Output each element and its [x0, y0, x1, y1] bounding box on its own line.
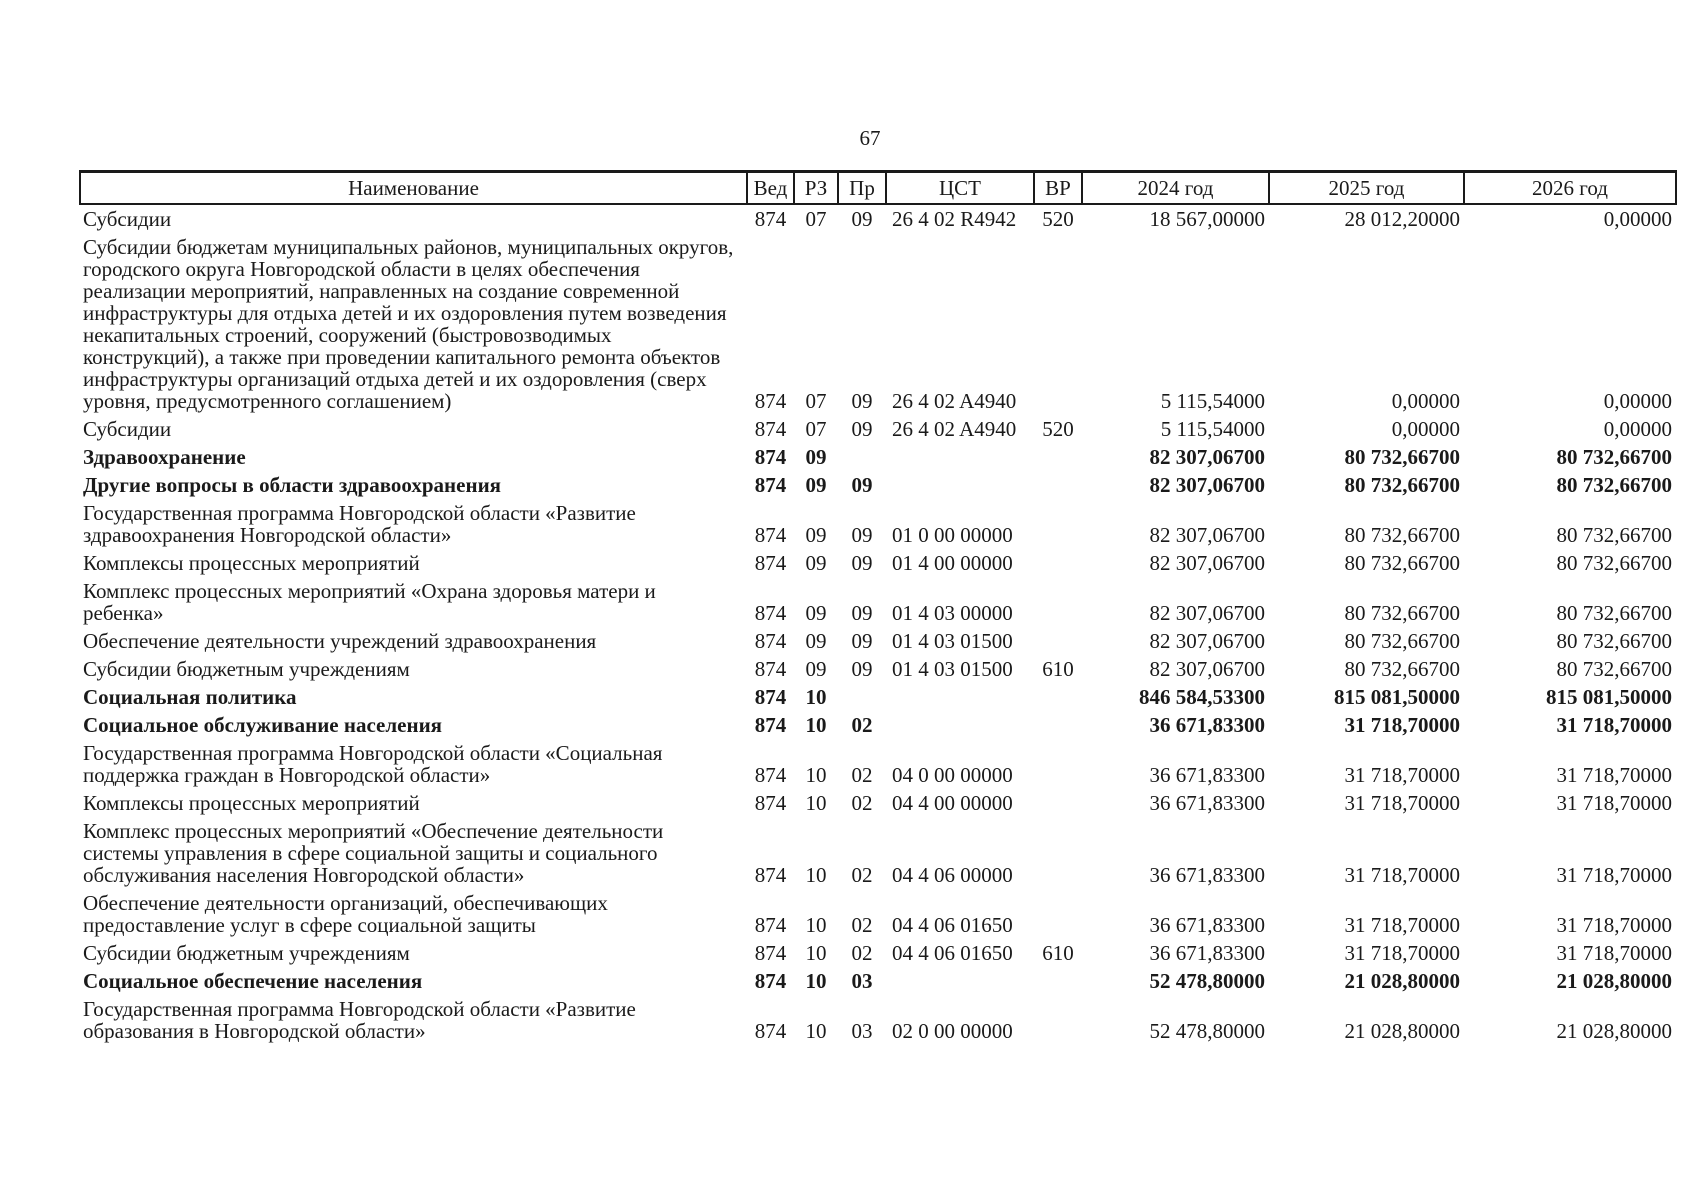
cell-2026: 31 718,70000 [1556, 791, 1672, 815]
table-row [80, 499, 1676, 549]
cell-2026: 31 718,70000 [1556, 941, 1672, 965]
cell-vr [1034, 549, 1082, 577]
cell-pr: 09 [851, 601, 873, 625]
cell-2025: 31 718,70000 [1344, 913, 1460, 937]
header-2024: 2024 год [1082, 172, 1269, 205]
cell-name: Государственная программа Новгородской области «Развитие здравоохранения Новгородской области» [83, 501, 636, 547]
cell-2024: 52 478,80000 [1149, 1019, 1265, 1043]
table-row [80, 817, 1676, 889]
cell-ved: 874 [754, 601, 787, 625]
cell-2026: 0,00000 [1603, 207, 1672, 231]
cell-rz: 09 [805, 445, 827, 469]
cell-2026: 80 732,66700 [1556, 601, 1672, 625]
cell-cst: 01 4 03 01500 [892, 629, 1013, 653]
cell-2025: 80 732,66700 [1344, 657, 1460, 681]
cell-cst [886, 471, 1034, 499]
cell-2024: 82 307,06700 [1149, 657, 1265, 681]
table-row [80, 471, 1676, 499]
cell-2025: 31 718,70000 [1344, 941, 1460, 965]
cell-name: Здравоохранение [83, 445, 246, 469]
budget-table [79, 170, 1677, 1045]
cell-cst: 26 4 02 R4942 [892, 207, 1017, 231]
cell-2025: 80 732,66700 [1344, 601, 1460, 625]
cell-2025: 80 732,66700 [1344, 551, 1460, 575]
cell-cst: 26 4 02 A4940 [892, 417, 1017, 441]
cell-vr [1034, 683, 1082, 711]
cell-name: Государственная программа Новгородской области «Социальная поддержка граждан в Новгородской области» [83, 741, 663, 787]
cell-vr [1034, 995, 1082, 1045]
cell-rz: 09 [805, 601, 827, 625]
cell-2026: 21 028,80000 [1556, 1019, 1672, 1043]
cell-ved: 874 [754, 417, 787, 441]
cell-rz: 07 [805, 417, 827, 441]
cell-cst: 04 0 00 00000 [892, 763, 1013, 787]
cell-ved: 874 [754, 713, 787, 737]
table-row [80, 415, 1676, 443]
cell-rz: 10 [805, 913, 827, 937]
cell-rz: 09 [805, 523, 827, 547]
cell-2024: 82 307,06700 [1149, 523, 1265, 547]
cell-2026: 31 718,70000 [1556, 863, 1672, 887]
cell-ved: 874 [754, 913, 787, 937]
cell-cst: 04 4 06 01650 [892, 941, 1013, 965]
cell-ved: 874 [754, 791, 787, 815]
cell-cst [886, 711, 1034, 739]
cell-pr: 02 [851, 713, 873, 737]
cell-rz: 10 [805, 969, 827, 993]
cell-2024: 846 584,53300 [1139, 685, 1265, 709]
cell-2025: 31 718,70000 [1344, 763, 1460, 787]
cell-2024: 36 671,83300 [1149, 713, 1265, 737]
table-row [80, 233, 1676, 415]
cell-pr [838, 683, 886, 711]
table-row [80, 739, 1676, 789]
cell-2026: 80 732,66700 [1556, 523, 1672, 547]
cell-cst: 04 4 06 01650 [892, 913, 1013, 937]
cell-name: Субсидии бюджетным учреждениям [83, 657, 410, 681]
cell-vr [1034, 233, 1082, 415]
cell-pr: 02 [851, 763, 873, 787]
cell-name: Субсидии бюджетам муниципальных районов, муниципальных округов, городского округа Новгородской области в целях обеспечения реализации мероприятий, направленных на создание современной инфраструктуры для отдыха детей и их оздоровления путем возведения некапитальных строений, сооружений (быстровозводимых конструкций), а также при проведении капитального ремонта объектов инфраструктуры организаций отдыха детей и их оздоровления (сверх уровня, предусмотренного соглашением) [83, 235, 734, 413]
cell-2026: 31 718,70000 [1556, 913, 1672, 937]
cell-2024: 5 115,54000 [1160, 417, 1265, 441]
cell-ved: 874 [754, 207, 787, 231]
cell-cst: 26 4 02 A4940 [892, 389, 1017, 413]
cell-name: Комплексы процессных мероприятий [83, 551, 420, 575]
cell-rz: 10 [805, 1019, 827, 1043]
cell-cst: 04 4 00 00000 [892, 791, 1013, 815]
cell-ved: 874 [754, 629, 787, 653]
cell-ved: 874 [754, 1019, 787, 1043]
cell-vr [1034, 577, 1082, 627]
cell-pr: 09 [851, 523, 873, 547]
cell-2025: 0,00000 [1391, 417, 1460, 441]
header-2025: 2025 год [1269, 172, 1464, 205]
cell-cst: 01 4 00 00000 [892, 551, 1013, 575]
cell-pr: 09 [851, 473, 873, 497]
cell-pr: 09 [851, 207, 873, 231]
cell-vr: 520 [1042, 207, 1074, 231]
cell-pr: 09 [851, 657, 873, 681]
cell-2024: 36 671,83300 [1149, 941, 1265, 965]
cell-cst: 01 0 00 00000 [892, 523, 1013, 547]
cell-2026: 80 732,66700 [1556, 551, 1672, 575]
cell-2024: 82 307,06700 [1149, 473, 1265, 497]
cell-cst [886, 683, 1034, 711]
cell-vr [1034, 499, 1082, 549]
cell-ved: 874 [754, 473, 787, 497]
table-row [80, 204, 1676, 233]
table-row [80, 939, 1676, 967]
cell-2026: 31 718,70000 [1556, 763, 1672, 787]
page-number: 67 [859, 126, 881, 150]
cell-vr [1034, 967, 1082, 995]
cell-name: Комплексы процессных мероприятий [83, 791, 420, 815]
cell-cst: 04 4 06 00000 [892, 863, 1013, 887]
cell-rz: 10 [805, 791, 827, 815]
header-ved: Вед [747, 172, 794, 205]
cell-name: Обеспечение деятельности организаций, обеспечивающих предоставление услуг в сфере социальной защиты [83, 891, 608, 937]
header-2026: 2026 год [1464, 172, 1676, 205]
cell-2026: 80 732,66700 [1556, 629, 1672, 653]
cell-vr [1034, 817, 1082, 889]
cell-pr: 02 [851, 913, 873, 937]
cell-rz: 09 [805, 551, 827, 575]
cell-pr [838, 443, 886, 471]
cell-pr: 02 [851, 863, 873, 887]
cell-2024: 36 671,83300 [1149, 913, 1265, 937]
cell-2026: 31 718,70000 [1556, 713, 1672, 737]
cell-2025: 28 012,20000 [1344, 207, 1460, 231]
cell-2025: 21 028,80000 [1344, 1019, 1460, 1043]
cell-2025: 31 718,70000 [1344, 791, 1460, 815]
cell-ved: 874 [754, 551, 787, 575]
cell-vr [1034, 789, 1082, 817]
cell-2024: 82 307,06700 [1149, 629, 1265, 653]
cell-2025: 0,00000 [1391, 389, 1460, 413]
cell-vr [1034, 471, 1082, 499]
cell-2024: 82 307,06700 [1149, 445, 1265, 469]
cell-2026: 80 732,66700 [1556, 657, 1672, 681]
cell-rz: 10 [805, 863, 827, 887]
cell-ved: 874 [754, 969, 787, 993]
cell-2024: 36 671,83300 [1149, 791, 1265, 815]
cell-cst: 01 4 03 00000 [892, 601, 1013, 625]
cell-rz: 10 [805, 685, 827, 709]
cell-name: Государственная программа Новгородской области «Развитие образования в Новгородской области» [83, 997, 636, 1043]
cell-2026: 815 081,50000 [1546, 685, 1672, 709]
header-vr: ВР [1034, 172, 1082, 205]
cell-2025: 80 732,66700 [1344, 445, 1460, 469]
cell-vr [1034, 739, 1082, 789]
cell-2025: 80 732,66700 [1344, 629, 1460, 653]
cell-vr [1034, 627, 1082, 655]
cell-cst: 02 0 00 00000 [892, 1019, 1013, 1043]
cell-name: Комплекс процессных мероприятий «Обеспечение деятельности системы управления в сфере социальной защиты и социального обслуживания населения Новгородской области» [83, 819, 664, 887]
cell-name: Обеспечение деятельности учреждений здравоохранения [83, 629, 597, 653]
cell-2025: 21 028,80000 [1344, 969, 1460, 993]
cell-pr: 09 [851, 551, 873, 575]
table-row [80, 711, 1676, 739]
cell-2026: 0,00000 [1603, 417, 1672, 441]
cell-ved: 874 [754, 523, 787, 547]
cell-2026: 80 732,66700 [1556, 473, 1672, 497]
cell-2025: 31 718,70000 [1344, 863, 1460, 887]
cell-ved: 874 [754, 685, 787, 709]
cell-rz: 09 [805, 473, 827, 497]
cell-rz: 09 [805, 629, 827, 653]
table-row [80, 967, 1676, 995]
cell-vr [1034, 443, 1082, 471]
table-body [80, 204, 1676, 1045]
header-pr: Пр [838, 172, 886, 205]
cell-vr: 610 [1042, 657, 1074, 681]
cell-rz: 10 [805, 763, 827, 787]
cell-ved: 874 [754, 657, 787, 681]
table-row [80, 443, 1676, 471]
table-row [80, 683, 1676, 711]
cell-vr [1034, 889, 1082, 939]
table-row [80, 577, 1676, 627]
header-name: Наименование [80, 172, 747, 205]
cell-pr: 09 [851, 417, 873, 441]
cell-2024: 5 115,54000 [1160, 389, 1265, 413]
cell-2025: 31 718,70000 [1344, 713, 1460, 737]
header-cst: ЦСТ [886, 172, 1034, 205]
cell-2025: 815 081,50000 [1334, 685, 1460, 709]
cell-pr: 09 [851, 389, 873, 413]
cell-rz: 10 [805, 941, 827, 965]
cell-cst [886, 443, 1034, 471]
cell-pr: 03 [851, 1019, 873, 1043]
cell-pr: 02 [851, 941, 873, 965]
cell-cst [886, 967, 1034, 995]
cell-name: Комплекс процессных мероприятий «Охрана здоровья матери и ребенка» [83, 579, 656, 625]
cell-2026: 21 028,80000 [1556, 969, 1672, 993]
table-row [80, 889, 1676, 939]
cell-2024: 82 307,06700 [1149, 551, 1265, 575]
cell-name: Социальное обеспечение населения [83, 969, 423, 993]
cell-2024: 36 671,83300 [1149, 763, 1265, 787]
cell-name: Социальное обслуживание населения [83, 713, 443, 737]
cell-ved: 874 [754, 445, 787, 469]
cell-pr: 02 [851, 791, 873, 815]
cell-name: Субсидии бюджетным учреждениям [83, 941, 410, 965]
cell-name: Другие вопросы в области здравоохранения [83, 473, 502, 497]
cell-2025: 80 732,66700 [1344, 523, 1460, 547]
table-row [80, 549, 1676, 577]
cell-2025: 80 732,66700 [1344, 473, 1460, 497]
cell-ved: 874 [754, 863, 787, 887]
cell-ved: 874 [754, 389, 787, 413]
cell-pr: 09 [851, 629, 873, 653]
cell-vr: 520 [1042, 417, 1074, 441]
cell-vr [1034, 711, 1082, 739]
table-row [80, 655, 1676, 683]
cell-name: Субсидии [83, 207, 172, 231]
table-row [80, 627, 1676, 655]
cell-2024: 36 671,83300 [1149, 863, 1265, 887]
table-row [80, 789, 1676, 817]
header-rz: РЗ [794, 172, 838, 205]
cell-vr: 610 [1042, 941, 1074, 965]
cell-name: Субсидии [83, 417, 172, 441]
cell-2024: 52 478,80000 [1149, 969, 1265, 993]
cell-rz: 07 [805, 389, 827, 413]
cell-2024: 18 567,00000 [1149, 207, 1265, 231]
table-header-row [80, 172, 1676, 205]
cell-rz: 10 [805, 713, 827, 737]
cell-2026: 0,00000 [1603, 389, 1672, 413]
table-row [80, 995, 1676, 1045]
cell-2026: 80 732,66700 [1556, 445, 1672, 469]
cell-ved: 874 [754, 941, 787, 965]
cell-ved: 874 [754, 763, 787, 787]
cell-2024: 82 307,06700 [1149, 601, 1265, 625]
cell-rz: 09 [805, 657, 827, 681]
cell-cst: 01 4 03 01500 [892, 657, 1013, 681]
cell-name: Социальная политика [83, 685, 297, 709]
cell-rz: 07 [805, 207, 827, 231]
cell-pr: 03 [851, 969, 873, 993]
